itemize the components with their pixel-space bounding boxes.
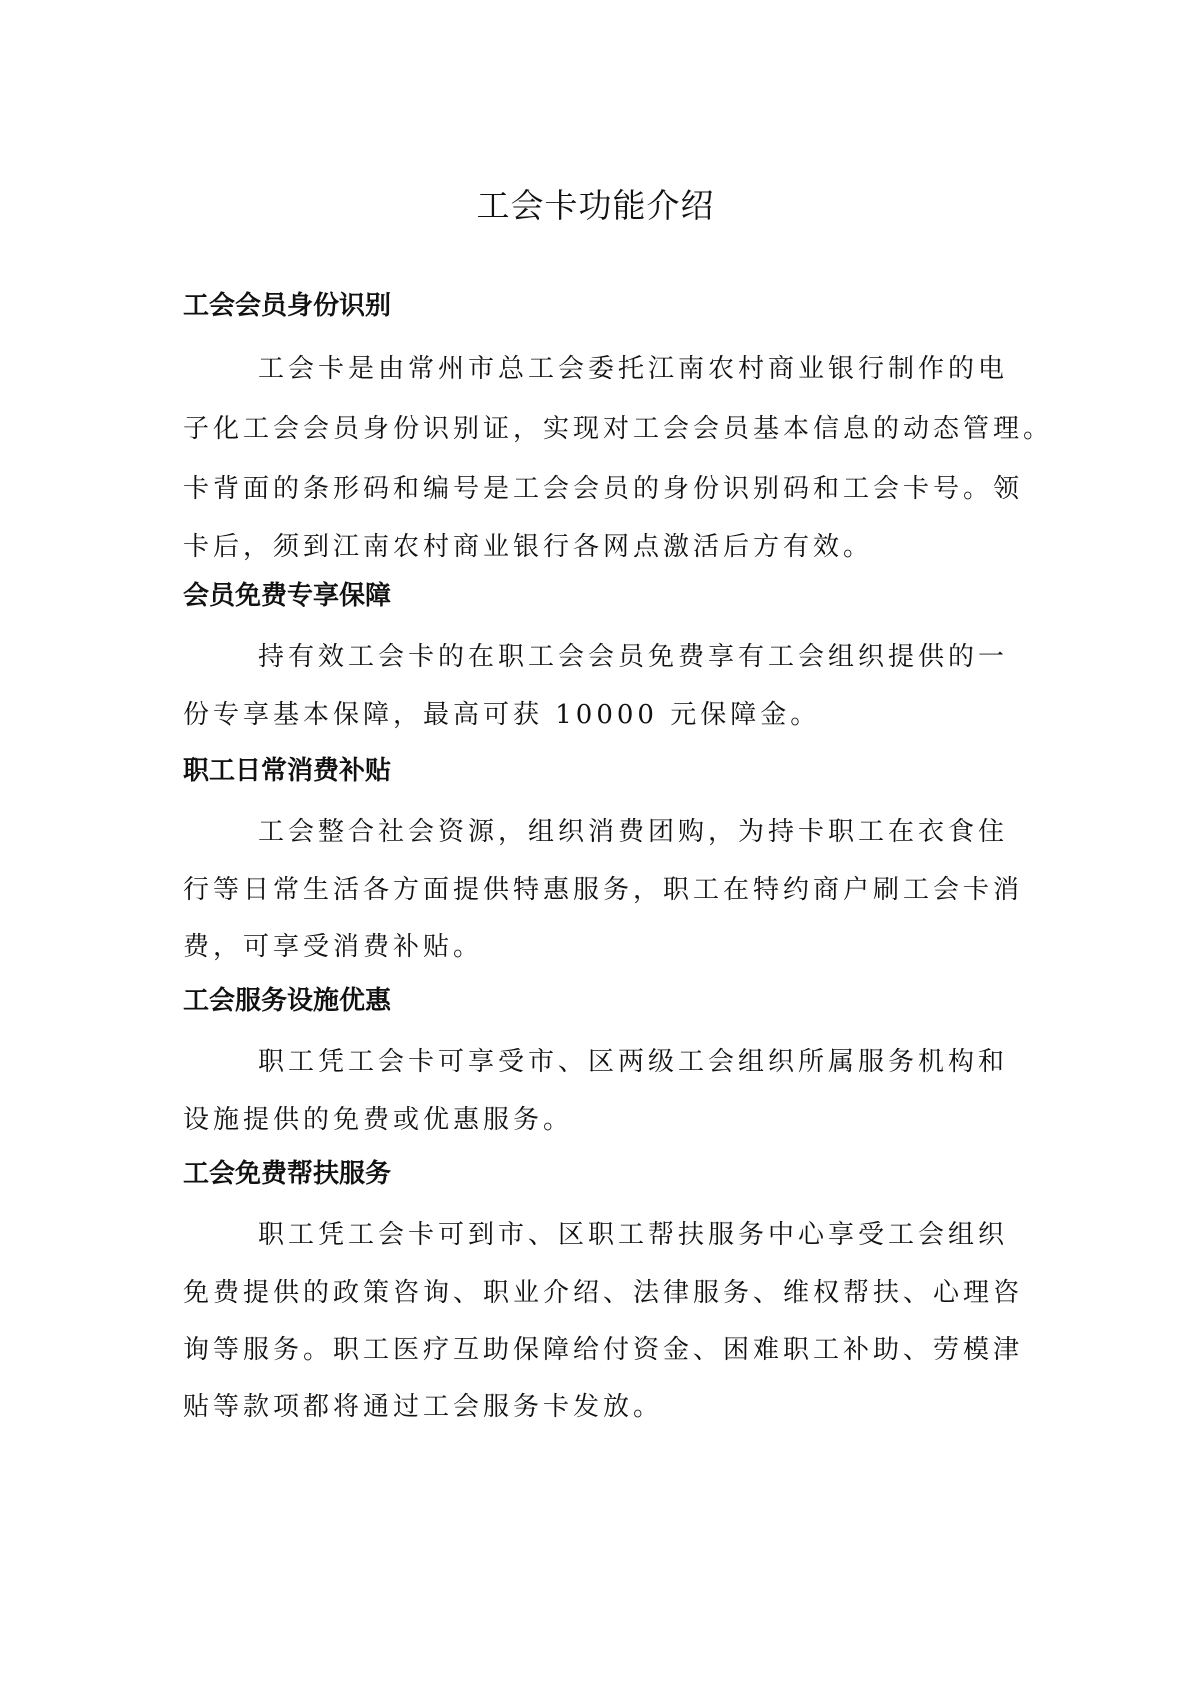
paragraph-line: 设施提供的免费或优惠服务。 xyxy=(183,1105,574,1135)
paragraph-line: 职工凭工会卡可享受市、区两级工会组织所属服务机构和 xyxy=(258,1047,1009,1077)
paragraph-line: 持有效工会卡的在职工会会员免费享有工会组织提供的一 xyxy=(258,642,1009,672)
section-heading: 会员免费专享保障 xyxy=(183,581,392,611)
section-heading: 工会服务设施优惠 xyxy=(183,986,392,1016)
paragraph-line: 工会整合社会资源，组织消费团购，为持卡职工在衣食住 xyxy=(258,817,1009,847)
paragraph-line: 费，可享受消费补贴。 xyxy=(183,932,484,962)
paragraph-line: 贴等款项都将通过工会服务卡发放。 xyxy=(183,1392,664,1422)
paragraph-line: 份专享基本保障，最高可获 10000 元保障金。 xyxy=(183,700,821,730)
paragraph-line: 询等服务。职工医疗互助保障给付资金、困难职工补助、劳模津 xyxy=(183,1335,1024,1365)
section-heading: 工会会员身份识别 xyxy=(183,291,392,321)
paragraph-line: 免费提供的政策咨询、职业介绍、法律服务、维权帮扶、心理咨 xyxy=(183,1278,1024,1308)
paragraph-line: 工会卡是由常州市总工会委托江南农村商业银行制作的电 xyxy=(258,354,1009,384)
document-title: 工会卡功能介绍 xyxy=(476,186,715,225)
paragraph-line: 卡背面的条形码和编号是工会会员的身份识别码和工会卡号。领 xyxy=(183,474,1024,504)
section-heading: 职工日常消费补贴 xyxy=(183,756,392,786)
paragraph-line: 子化工会会员身份识别证，实现对工会会员基本信息的动态管理。 xyxy=(183,414,1054,444)
paragraph-line: 职工凭工会卡可到市、区职工帮扶服务中心享受工会组织 xyxy=(258,1220,1009,1250)
paragraph-line: 卡后，须到江南农村商业银行各网点激活后方有效。 xyxy=(183,532,874,562)
paragraph-line: 行等日常生活各方面提供特惠服务，职工在特约商户刷工会卡消 xyxy=(183,875,1024,905)
section-heading: 工会免费帮扶服务 xyxy=(183,1159,392,1189)
